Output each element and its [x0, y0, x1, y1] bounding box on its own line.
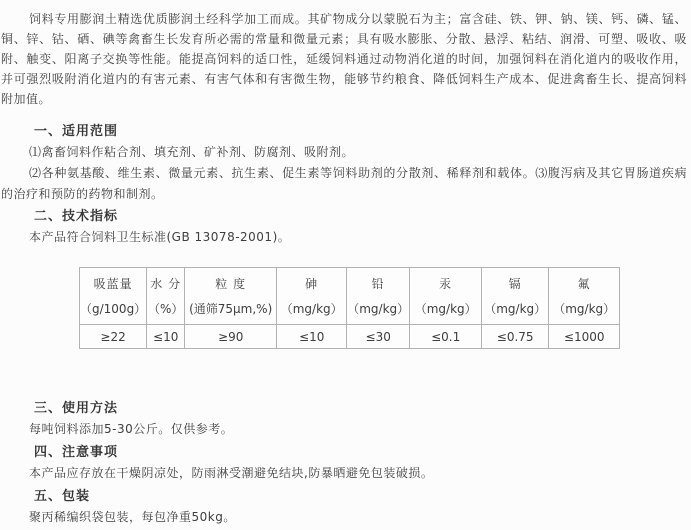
packaging-paragraph: 聚丙稀编织袋包装，每包净重50kg。 — [29, 510, 236, 524]
scope-item-2-3: ⑵各种氨基酸、维生素、微量元素、抗生素、促生素等饲料助剂的分散剂、稀释剂和载体。⑶腹泻病及其它胃肠道疾病的治疗和预防的药物和制剂。 — [1, 166, 687, 201]
spec-col-name: 铅 — [371, 276, 385, 291]
spec-value-cell: ≥22 — [80, 325, 147, 349]
spec-header-cell — [549, 268, 620, 325]
spec-value-cell: ≤0.75 — [482, 325, 549, 349]
spec-value-cell: ≤10 — [147, 325, 185, 349]
spec-table-value-row — [80, 325, 620, 349]
section-heading-packaging: 五、包装 — [34, 489, 91, 504]
spec-table-header-row — [80, 268, 620, 325]
spec-col-unit: （g/100g） — [80, 301, 147, 316]
spec-col-name: 砷 — [305, 276, 319, 291]
spec-col-unit: （mg/kg） — [553, 301, 616, 316]
spec-col-name: 镉 — [508, 276, 522, 291]
spec-value-cell: ≤10 — [277, 325, 347, 349]
spec-col-name: 氟 — [577, 276, 591, 291]
spec-table — [79, 267, 620, 349]
spec-col-name: 水 分 — [150, 276, 182, 291]
spec-col-name: 吸蓝量 — [93, 276, 133, 291]
usage-paragraph: 每吨饲料添加5-30公斤。仅供参考。 — [29, 422, 234, 436]
spec-header-cell — [482, 268, 549, 325]
spec-col-unit: (通筛75μm,%) — [189, 301, 273, 316]
spec-col-unit: （mg/kg） — [280, 301, 343, 316]
spec-header-cell — [277, 268, 347, 325]
intro-paragraph: 饲料专用膨润土精选优质膨润土经科学加工而成。其矿物成分以蒙脱石为主；富含硅、铁、钾、钠、镁、钙、磷、锰、铜、锌、钴、硒、碘等禽畜生长发育所必需的常量和微量元素；具有吸水膨胀、分散、悬浮、粘结、润滑、可塑、吸收、吸附、触变、阳离子交换等性能。能提高饲料的适口性，延缓饲料通过动物消化道的时间，加强饲料在消化道内的吸收作用，并可强烈吸附消化道内的有害元素、有害气体和有害微生物，能够节约粮食、降低饲料生产成本、促进禽畜生长、提高饲料附加值。 — [1, 12, 687, 106]
spec-value-cell: ≤30 — [347, 325, 410, 349]
spec-col-unit: （%） — [147, 301, 184, 316]
spec-value-cell: ≤1000 — [549, 325, 620, 349]
spec-col-unit: （mg/kg） — [347, 301, 410, 316]
section-heading-scope: 一、适用范围 — [34, 124, 119, 139]
spec-col-unit: （mg/kg） — [484, 301, 547, 316]
spec-header-cell — [347, 268, 410, 325]
section-heading-usage: 三、使用方法 — [34, 401, 119, 416]
spec-value-cell: ≤0.1 — [410, 325, 482, 349]
scope-item-1: ⑴禽畜饲料作粘合剂、填充剂、矿补剂、防腐剂、吸附剂。 — [29, 145, 355, 159]
spec-header-cell — [80, 268, 147, 325]
spec-value-cell: ≥90 — [185, 325, 277, 349]
notice-paragraph: 本产品应存放在干燥阴凉处，防雨淋受潮避免结块,防暴晒避免包装破损。 — [29, 466, 434, 480]
spec-header-cell — [147, 268, 185, 325]
section-heading-tech: 二、技术指标 — [34, 209, 119, 224]
spec-col-name: 汞 — [439, 276, 453, 291]
spec-header-cell — [185, 268, 277, 325]
spec-col-unit: （mg/kg） — [414, 301, 477, 316]
tech-standard-note: 本产品符合饲料卫生标准(GB 13078-2001)。 — [29, 230, 291, 244]
section-heading-notice: 四、注意事项 — [34, 445, 119, 460]
spec-header-cell — [410, 268, 482, 325]
spec-col-name: 粒 度 — [215, 276, 247, 291]
